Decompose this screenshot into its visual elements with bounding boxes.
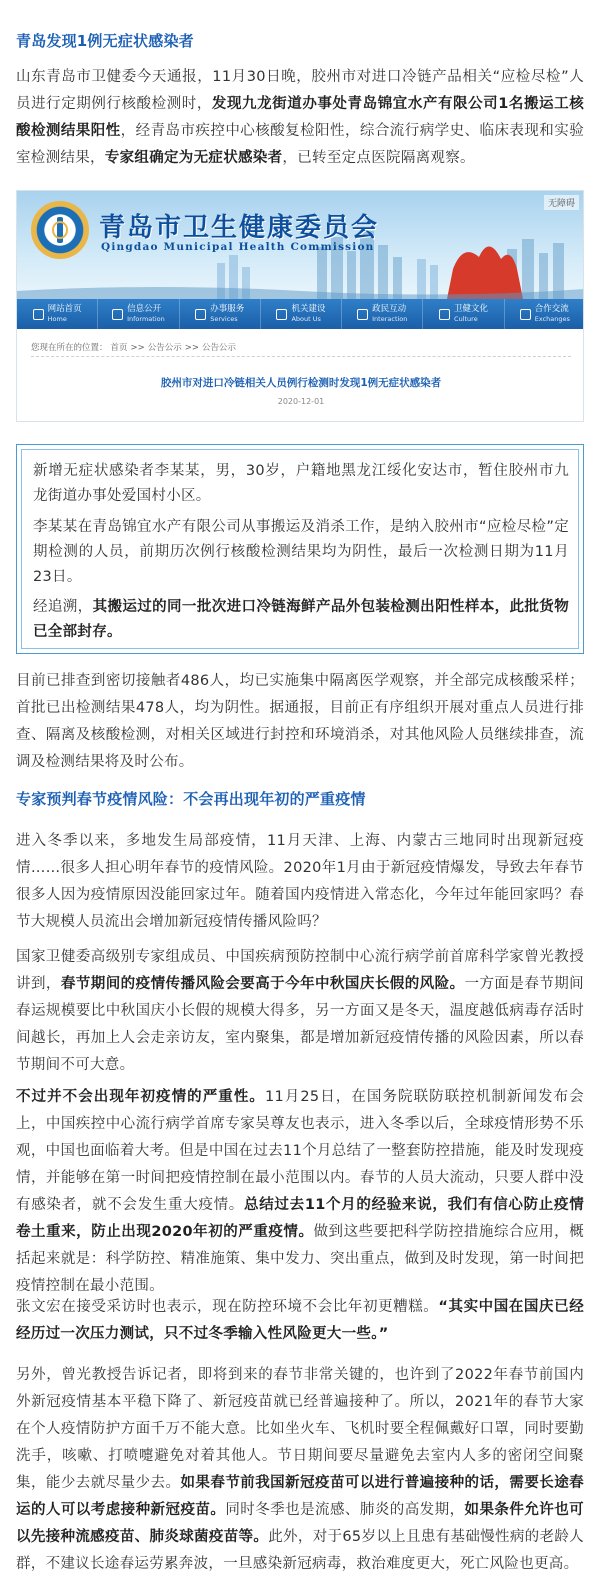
- nav-label: 合作交流: [534, 304, 569, 314]
- notice-paragraph-1: 新增无症状感染者李某某，男，30岁，户籍地黑龙江绥化安达市，暂住胶州市九龙街道办事处爱国村小区。: [33, 463, 569, 504]
- document-icon: [112, 309, 123, 320]
- accessibility-button[interactable]: 无障碍: [544, 195, 579, 210]
- intro-paragraph: [16, 64, 584, 172]
- article-title: 胶州市对进口冷链相关人员例行检测时发现1例无症状感染者: [160, 377, 442, 389]
- nav-item-interaction[interactable]: [342, 299, 423, 329]
- breadcrumb-separator: >>: [130, 343, 145, 353]
- nav-item-services[interactable]: [180, 299, 261, 329]
- nav-label-en: Services: [210, 315, 238, 323]
- commission-emblem-icon: [31, 201, 89, 259]
- nav-label-en: Interaction: [372, 315, 408, 323]
- contacts-paragraph: 目前已排查到密切接触者486人，均已实施集中隔离医学观察，并全部完成核酸采样；首批已出检测结果478人，均为阴性。据通报，目前正有序组织开展对重点人员进行排查、隔离及核酸检测，对相关区域进行封控和环境消杀，对其他风险人员继续排查，流调及检测结果将及时公布。: [16, 673, 584, 770]
- advice-bold-1: 如果春节前我国新冠疫苗可以进行普遍接种的话，需要长途春运的人可以考虑接种新冠疫苗。: [16, 1475, 584, 1518]
- section-heading-forecast: 专家预判春节疫情风险：不会再出现年初的严重疫情: [16, 790, 366, 808]
- zhang-paragraph: [16, 1294, 584, 1348]
- zeng-text-1: 国家卫健委高级别专家组成员、中国疾病预防控制中心流行病学前首席科学家曾光教授讲到，: [16, 949, 584, 992]
- article-date: 2020-12-01: [277, 397, 325, 406]
- site-name: 青岛市卫生健康委员会: [99, 213, 380, 243]
- breadcrumb-home-link[interactable]: 首页: [110, 343, 128, 353]
- breadcrumb-separator: >>: [184, 343, 200, 353]
- nav-item-information[interactable]: [98, 299, 179, 329]
- notice-paragraph-2: 李某某在青岛锦宜水产有限公司从事搬运及消杀工作，是纳入胶州市“应检尽检”定期检测的人员，前期历次例行核酸检测结果均为阴性，最后一次检测日期为11月23日。: [33, 519, 569, 585]
- section-heading-discovery: 青岛发现1例无症状感染者: [16, 32, 194, 50]
- advice-text-1: 另外，曾光教授告诉记者，即将到来的春节非常关键的，也许到了2022年春节前国内外新冠疫情基本平稳下降了、新冠疫苗就已经普遍接种了。所以，2021年的春节大家在个人疫情防护方面千万不能大意。比如坐火车、飞机时要全程佩戴好口罩，同时要勤洗手，咳嗽、打喷嚏避免对着其他人。节日期间要尽量避免去室内人多的密闭空间聚集，能少去就尽量少去。: [16, 1367, 584, 1491]
- intro-text-2: ，经青岛市疾控中心核酸复检阳性，综合流行病学史、临床表现和实验室检测结果，: [16, 123, 585, 166]
- website-screenshot: [16, 190, 584, 422]
- notice-text: 经追溯，: [33, 599, 93, 615]
- zhang-bold-1: “其实中国在国庆已经经历过一次压力测试，只不过冬季输入性风险更大一些。”: [16, 1299, 584, 1342]
- nav-label-en: Exchanges: [534, 315, 570, 323]
- nav-label-en: Culture: [454, 315, 478, 323]
- nav-label-en: Information: [127, 315, 165, 323]
- intro-bold-2: 专家组确定为无症状感染者: [104, 150, 283, 166]
- winter-paragraph: 进入冬季以来，多地发生局部疫情，11月天津、上海、内蒙古三地同时出现新冠疫情……很多人担心明年春节的疫情风险。2020年1月由于新冠疫情爆发，导致去年春节很多人因为疫情原因没能回家过年。随着国内疫情进入常态化，今年过年能回家吗？春节大规模人员流出会增加新冠疫情传播风险吗？: [16, 833, 584, 930]
- wu-bold-2: 总结过去11个月的经验来说，我们有信心防止疫情卷土重来，防止出现2020年初的严重疫情。: [16, 1197, 585, 1240]
- nav-item-about[interactable]: [261, 299, 342, 329]
- chat-icon: [357, 309, 368, 320]
- nav-label-en: Home: [47, 315, 67, 323]
- nav-item-home[interactable]: [17, 299, 98, 329]
- book-icon: [439, 309, 450, 320]
- wu-text-1: 11月25日，在国务院联防联控机制新闻发布会上，中国疾控中心流行病学首席专家吴尊友也表示，进入冬季以后，全球疫情形势不乐观，中国也面临着大考。但是中国在过去11个月总结了一整套防控措施，能及时发现疫情，并能够在第一时间把疫情控制在最小范围以内。春节的人员大流动，只要人群中没有感染者，就不会发生重大疫情。: [16, 1089, 584, 1213]
- nav-label: 政民互动: [372, 304, 407, 314]
- zeng-bold-1: 春节期间的疫情传播风险会要高于今年中秋国庆长假的风险。: [60, 976, 465, 992]
- handshake-icon: [520, 309, 531, 320]
- nav-label: 信息公开: [127, 304, 162, 314]
- advice-bold-2: 如果条件允许也可以先接种流感疫苗、肺炎球菌疫苗等。: [16, 1502, 584, 1545]
- nav-item-exchanges[interactable]: [505, 299, 584, 329]
- zhang-text-1: 张文宏在接受采访时也表示，现在防控环境不会比年初更糟糕。: [16, 1299, 439, 1315]
- home-icon: [33, 309, 44, 320]
- breadcrumb: [31, 341, 571, 357]
- nav-label: 机关建设: [291, 304, 326, 314]
- nav-label-en: About Us: [291, 315, 321, 323]
- site-navbar: [17, 299, 584, 329]
- breadcrumb-current[interactable]: 公告公示: [202, 343, 237, 353]
- zeng-text-2: 一方面是春节期间春运规模要比中秋国庆小长假的规模大得多，另一方面又是冬天，温度越低病毒存活时间越长，再加上人会走亲访友，室内聚集，都是增加新冠疫情传播的风险因素，所以春节期间不可大意。: [16, 976, 584, 1073]
- service-icon: [195, 309, 206, 320]
- nav-item-culture[interactable]: [423, 299, 504, 329]
- nav-label: 办事服务: [210, 304, 245, 314]
- case-notice-box: [16, 444, 584, 654]
- notice-bold: 其搬运过的同一批次进口冷链海鲜产品外包装检测出阳性样本，此批货物已全部封存。: [33, 599, 569, 640]
- intro-bold-1: 发现九龙街道办事处青岛锦宜水产有限公司1名搬运工核酸检测结果阳性: [16, 96, 584, 139]
- notice-paragraph-3: [33, 595, 569, 645]
- intro-text-1: 山东青岛市卫健委今天通报，11月30日晚，胶州市对进口冷链产品相关“应检尽检”人员进行定期例行核酸检测时，: [16, 69, 584, 112]
- intro-text-3: ，已转至定点医院隔离观察。: [282, 150, 475, 166]
- wu-paragraph: [16, 1084, 584, 1300]
- breadcrumb-prefix: 您现在所在的位置：: [31, 343, 108, 353]
- site-banner: [17, 191, 584, 299]
- advice-text-3: 此外，对于65岁以上且患有基础慢性病的老龄人群，不建议长途春运劳累奔波，一旦感染新冠病毒，救治难度更大，死亡风险也更高。: [16, 1529, 584, 1572]
- zeng-paragraph: [16, 944, 584, 1079]
- advice-paragraph: [16, 1362, 584, 1578]
- site-name-english: Qingdao Municipal Health Commission: [101, 241, 375, 253]
- nav-label: 网站首页: [47, 304, 82, 314]
- wu-text-2: 做到这些要把科学防控措施综合应用，概括起来就是：科学防控、精准施策、集中发力、突出重点，做到及时发现，第一时间把疫情控制在最小范围。: [16, 1224, 584, 1294]
- nav-label: 卫健文化: [454, 304, 489, 314]
- advice-text-2: 同时冬季也是流感、肺炎的高发期，: [225, 1502, 465, 1518]
- wu-bold-1: 不过并不会出现年初疫情的严重性。: [16, 1089, 265, 1105]
- breadcrumb-notices-link[interactable]: 公告公示: [147, 343, 182, 353]
- building-icon: [276, 309, 287, 320]
